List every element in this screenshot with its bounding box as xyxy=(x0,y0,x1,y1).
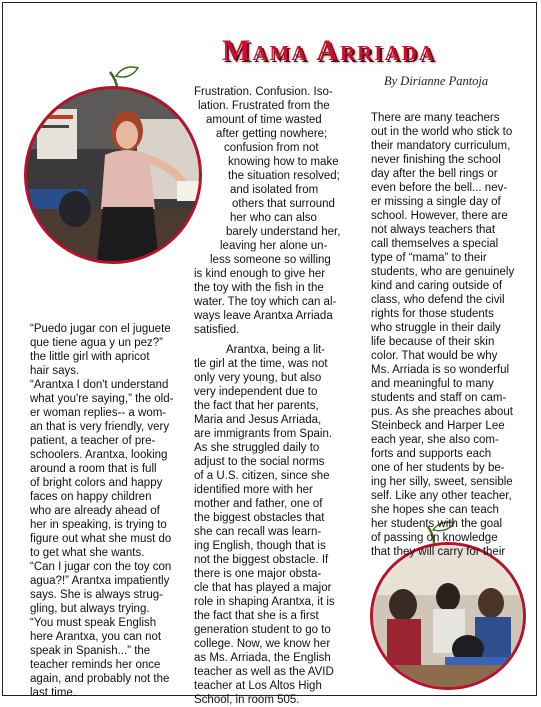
text-line: ing English, though that is xyxy=(194,540,326,552)
text-line: er missing a single day of xyxy=(371,196,501,208)
text-line: adjust to the social norms xyxy=(194,456,325,468)
text-line: “You must speak English xyxy=(30,617,157,629)
text-line: mother and father, one of xyxy=(194,498,323,510)
text-line: is kind enough to give her xyxy=(194,268,326,280)
text-line: tle girl at the time, was not xyxy=(194,358,328,370)
text-line: “Puedo jugar con el juguete xyxy=(30,323,171,335)
text-line: what you're saying,” the old- xyxy=(30,393,174,405)
teacher-photo xyxy=(24,86,202,264)
text-line: college. Now, we know her xyxy=(194,638,331,650)
text-line: one of her students by be- xyxy=(371,462,505,474)
text-line: only very young, but also xyxy=(194,372,322,384)
text-line: says. She is always strug- xyxy=(30,589,163,601)
text-line: her students with the goal xyxy=(371,518,503,530)
column-2 xyxy=(194,85,340,707)
text-line: she can recall was learn- xyxy=(194,526,322,538)
text-line: again, and probably not the xyxy=(30,673,170,685)
text-line: speak in Spanish...” the xyxy=(30,645,151,657)
text-line: students, who are genuinely xyxy=(371,266,515,278)
text-line: pus. As she preaches about xyxy=(371,406,513,418)
text-line: There are many teachers xyxy=(371,112,500,124)
text-line: class, who defend the civil xyxy=(371,294,505,306)
text-line: the fact that she is a first xyxy=(194,610,319,622)
text-line: confusion from not xyxy=(224,142,319,154)
text-line: gling, but always trying. xyxy=(30,603,150,615)
text-line: here Arantxa, you can not xyxy=(30,631,162,643)
students-photo xyxy=(370,542,526,690)
text-line: faces on happy children xyxy=(30,491,152,503)
text-line: knowing how to make xyxy=(228,156,339,168)
text-line: around a room that is full xyxy=(30,463,157,475)
text-line: Arantxa, being a lit- xyxy=(226,344,326,356)
text-line: day after the bell rings or xyxy=(371,168,498,180)
text-line: er woman replies-- a wom- xyxy=(30,407,167,419)
text-line: ways leave Arantxa Arriada xyxy=(194,310,333,322)
text-line: that they will carry for their xyxy=(371,546,506,558)
text-line: type of “mama” to their xyxy=(371,252,487,264)
text-line: figure out what she must do xyxy=(30,533,172,545)
text-line: que tiene agua y un pez?” xyxy=(30,337,163,349)
text-line: an that is very friendly, very xyxy=(30,421,170,433)
text-line: identified more with her xyxy=(194,484,313,496)
text-line: teacher reminds her once xyxy=(30,659,161,671)
text-line: there is one major obsta- xyxy=(194,568,322,580)
text-line: schoolers. Arantxa, looking xyxy=(30,449,168,461)
text-line: cle that has played a major xyxy=(194,582,332,594)
text-line: call themselves a special xyxy=(371,238,499,250)
text-line: “Arantxa I don't understand xyxy=(30,379,169,391)
text-line: not always teachers that xyxy=(371,224,496,236)
text-line: of a U.S. citizen, since she xyxy=(194,470,330,482)
text-line: school. However, there are xyxy=(371,210,508,222)
text-line: never finishing the school xyxy=(371,154,501,166)
text-line: As she struggled daily to xyxy=(194,442,320,454)
text-line: patient, a teacher of pre- xyxy=(30,435,156,447)
text-line: role in shaping Arantxa, it is xyxy=(194,596,335,608)
text-line: leaving her alone un- xyxy=(220,240,328,252)
text-line: out in the world who stick to xyxy=(371,126,513,138)
text-line: as Ms. Arriada, the English xyxy=(194,652,331,664)
text-line: the biggest obstacles that xyxy=(194,512,325,524)
text-line: who struggle in their daily xyxy=(371,322,501,334)
text-line: generation student to go to xyxy=(194,624,331,636)
text-line: water. The toy which can al- xyxy=(194,296,337,308)
text-line: barely understand her, xyxy=(226,226,341,238)
text-line: even before the bell... nev- xyxy=(371,182,508,194)
text-line: Ms. Arriada is so wonderful xyxy=(371,364,510,376)
column-1 xyxy=(30,322,173,700)
text-line: not the biggest obstacle. If xyxy=(194,554,329,566)
text-line: School, in room 505. xyxy=(194,694,300,706)
text-line: her in speaking, is trying to xyxy=(30,519,167,531)
text-line: to get what she wants. xyxy=(30,547,145,559)
text-line: “Can I jugar con the toy con xyxy=(30,561,172,573)
text-line: her who can also xyxy=(230,212,317,224)
text-line: teacher at Los Altos High xyxy=(194,680,322,692)
text-line: the situation resolved; xyxy=(228,170,340,182)
column-3 xyxy=(371,111,514,559)
text-line: she hopes she can teach xyxy=(371,504,499,516)
text-line: last time. xyxy=(30,687,77,699)
text-line: the fact that her parents, xyxy=(194,400,319,412)
text-line: others that surround xyxy=(232,198,335,210)
text-line: rights for those students xyxy=(371,308,494,320)
text-line: the toy with the fish in the xyxy=(194,282,324,294)
text-line: after getting nowhere; xyxy=(216,128,328,140)
text-line: Frustration. Confusion. Iso- xyxy=(194,86,333,98)
text-line: forts and supports each xyxy=(371,448,492,460)
text-line: the little girl with apricot xyxy=(30,351,150,363)
text-line: hair says. xyxy=(30,365,80,377)
text-line: self. Like any other teacher, xyxy=(371,490,512,502)
text-line: teacher as well as the AVID xyxy=(194,666,334,678)
text-line: lation. Frustrated from the xyxy=(198,100,330,112)
text-line: less someone so willing xyxy=(210,254,331,266)
text-line: amount of time wasted xyxy=(206,114,322,126)
text-line: Maria and Jesus Arriada, xyxy=(194,414,322,426)
text-line: and meaningful to many xyxy=(371,378,494,390)
text-line: who are already ahead of xyxy=(30,505,160,517)
text-line: students and staff on cam- xyxy=(371,392,507,404)
text-line: very independent due to xyxy=(194,386,318,398)
byline: By Dirianne Pantoja xyxy=(384,74,489,88)
text-line: and isolated from xyxy=(230,184,319,196)
text-line: of bright colors and happy xyxy=(30,477,163,489)
text-line: their mandatory curriculum, xyxy=(371,140,511,152)
text-line: Steinbeck and Harper Lee xyxy=(371,420,505,432)
text-line: color. That would be why xyxy=(371,350,498,362)
text-line: of passing on knowledge xyxy=(371,532,498,544)
article-title: Mama Arriada xyxy=(222,34,436,67)
text-line: kind and caring outside of xyxy=(371,280,503,292)
text-line: are immigrants from Spain. xyxy=(194,428,333,440)
text-line: agua?!” Arantxa impatiently xyxy=(30,575,170,587)
text-line: satisfied. xyxy=(194,324,240,336)
text-line: ing her silly, sweet, sensible xyxy=(371,476,513,488)
text-line: life because of their skin xyxy=(371,336,495,348)
text-line: each year, she also com- xyxy=(371,434,499,446)
